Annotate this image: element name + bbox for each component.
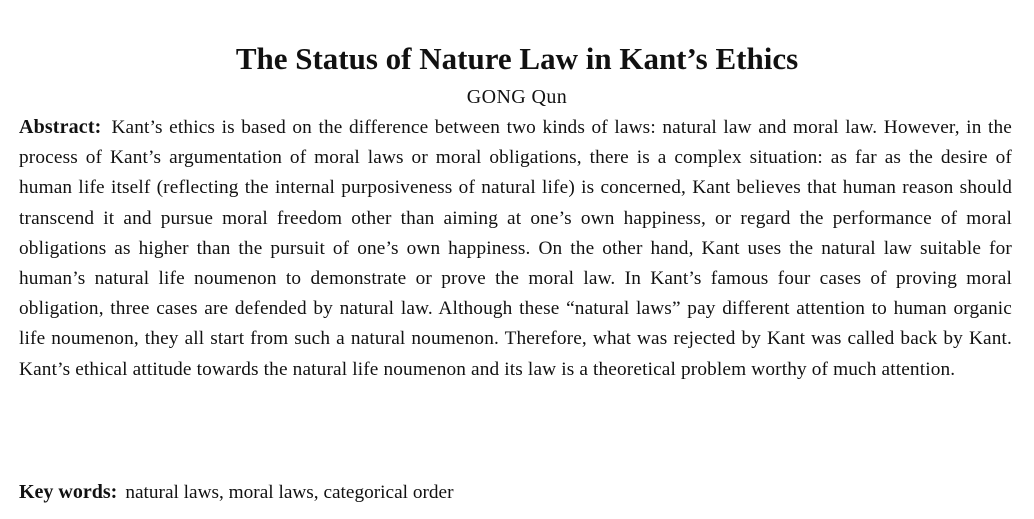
paper-author: GONG Qun [466, 86, 568, 108]
paper-title: The Status of Nature Law in Kant’s Ethics [235, 41, 799, 76]
abstract-label: Abstract: [19, 116, 102, 138]
keywords-line [19, 477, 454, 508]
keywords-label: Key words: [19, 481, 118, 503]
abstract-text: Kant’s ethics is based on the difference between two kinds of laws: natural law and moral law. However, in the process of Kant’s argumentation of moral laws or moral obligations, there is a complex situation: as far as the desire of human life itself (reflecting the internal purposiveness of natural life) is concerned, Kant believes that human reason should transcend it and pursue moral freedom other than aiming at one’s own happiness, or regard the performance of moral obligations as higher than the pursuit of one’s own happiness. On the other hand, Kant uses the natural law suitable for human’s natural life noumenon to demonstrate or prove the moral law. In Kant’s famous four cases of proving moral obligation, three cases are defended by natural law. Although these “natural laws” pay different attention to human organic life noumenon, they all start from such a natural noumenon. Therefore, what was rejected by Kant was called back by Kant. Kant’s ethical attitude towards the natural life noumenon and its law is a theoretical problem worthy of much attention. [19, 117, 1012, 380]
abstract-paragraph [19, 112, 1012, 385]
keywords-text: natural laws, moral laws, categorical order [125, 482, 454, 503]
